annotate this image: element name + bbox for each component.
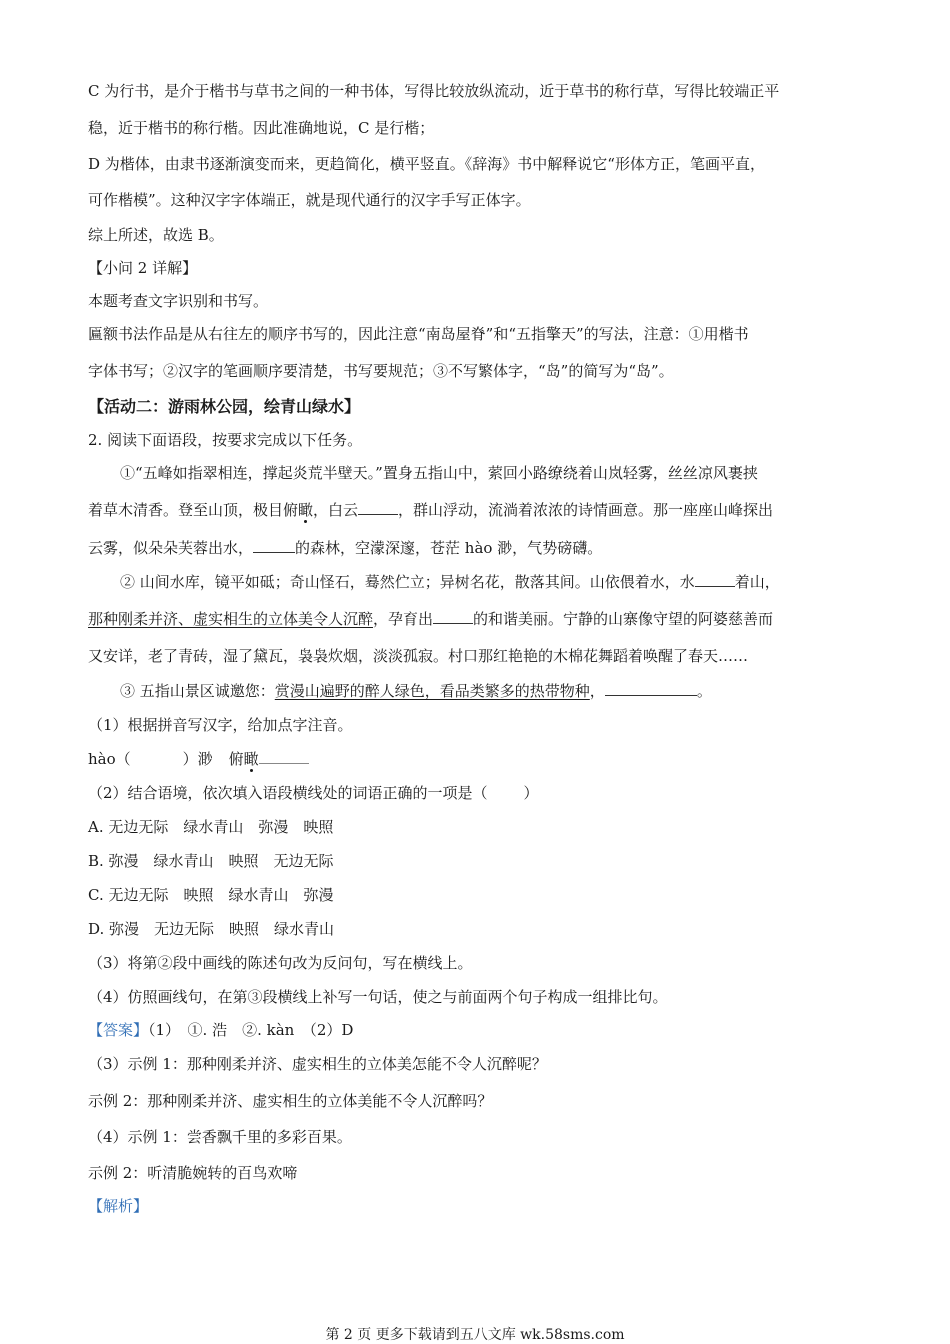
underlined-sentence: 那种刚柔并济、虚实相生的立体美令人沉醉 (88, 610, 374, 628)
passage-text: ③ 五指山景区诚邀您： (120, 682, 275, 700)
activity-title: 【活动二：游雨林公园，绘青山绿水】 (88, 397, 361, 416)
blank-line[interactable] (253, 538, 295, 553)
passage-line: ①“五峰如指翠相连，撑起炎荒半壁天。”置身五指山中，萦回小路缭绕着山岚轻雾，丝丝凉风裹挟 (120, 464, 758, 482)
passage-text: ，群山浮动，流淌着浓浓的诗情画意。那一座座山峰探出 (398, 501, 774, 519)
text-line: 综上所述，故选 B。 (88, 226, 224, 244)
passage-line (88, 537, 602, 558)
passage-text: ， (589, 682, 605, 700)
text-line: D 为楷体，由隶书逐渐演变而来，更趋简化，横平竖直。《辞海》书中解释说它“形体方正，笔画平直， (88, 155, 765, 173)
analysis-label: 【解析】 (88, 1197, 149, 1215)
question-text: （2）结合语境，依次填入语段横线处的词语正确的一项是（ (88, 784, 488, 802)
fill-text: ）渺 (182, 750, 213, 768)
passage-line: 又安详，老了青砖，湿了黛瓦，袅袅炊烟，淡淡孤寂。村口那红艳艳的木棉花舞蹈着唤醒了春天…… (88, 647, 749, 665)
option-a: A. 无边无际 绿水青山 弥漫 映照 (88, 818, 334, 836)
text-line: 匾额书法作品是从右往左的顺序书写的，因此注意“南岛屋脊”和“五指擎天”的写法，注意：①用楷书 (88, 325, 749, 343)
answer-4-example-2: 示例 2：听清脆婉转的百鸟欢啼 (88, 1164, 298, 1182)
passage-text: 着山， (734, 573, 780, 591)
text-line: 稳，近于楷书的称行楷。因此准确地说，C 是行楷； (88, 119, 435, 137)
answer-3-example-2: 示例 2：那种刚柔并济、虚实相生的立体美能不令人沉醉吗？ (88, 1092, 493, 1110)
passage-text: 着草木清香。登至山顶，极目俯 (88, 501, 299, 519)
text-line: 本题考查文字识别和书写。 (88, 292, 269, 310)
passage-text: ，白云 (313, 501, 359, 519)
text-line: C 为行书，是介于楷书与草书之间的一种书体，写得比较放纵流动，近于草书的称行草，写得比较端正平 (88, 82, 780, 100)
passage-text: 的和谐美丽。宁静的山寨像守望的阿婆慈善而 (473, 610, 774, 628)
passage-line (120, 571, 780, 592)
passage-text: ② 山间水库，镜平如砥；奇山怪石，蓦然伫立；异树名花，散落其间。山依偎着水，水 (120, 573, 695, 591)
blank-line[interactable] (259, 749, 309, 764)
option-c: C. 无边无际 映照 绿水青山 弥漫 (88, 886, 334, 904)
question-2 (88, 782, 539, 803)
answer-label: 【答案】 (88, 1021, 149, 1039)
blank-line[interactable] (695, 572, 735, 587)
underlined-sentence: 赏漫山遍野的醉人绿色，看品类繁多的热带物种 (274, 682, 590, 700)
option-d: D. 弥漫 无边无际 映照 绿水青山 (88, 920, 335, 938)
answer-4-example-1: （4）示例 1：尝香飘千里的多彩百果。 (88, 1128, 352, 1146)
question-text: ） (523, 784, 539, 802)
pinyin-text: hào（ (88, 750, 131, 768)
blank-line[interactable] (358, 500, 398, 515)
blank-line[interactable] (605, 681, 697, 696)
answer-3-example-1: （3）示例 1：那种刚柔并济、虚实相生的立体美怎能不令人沉醉呢？ (88, 1055, 547, 1073)
blank-line[interactable] (433, 609, 473, 624)
passage-text: 的森林，空濛深邃，苍茫 hào 渺，气势磅礴。 (295, 539, 603, 557)
question-3: （3）将第②段中画线的陈述句改为反问句，写在横线上。 (88, 954, 473, 972)
question-4: （4）仿照画线句，在第③段横线上补写一句话，使之与前面两个句子构成一组排比句。 (88, 988, 668, 1006)
fill-text: 俯 (228, 750, 244, 768)
dotted-char: 瞰 (298, 501, 314, 519)
passage-text: 。 (696, 682, 712, 700)
passage-text: 云雾，似朵朵芙蓉出水， (88, 539, 254, 557)
passage-line (88, 499, 773, 520)
section-header: 【小问 2 详解】 (88, 259, 198, 277)
answer-line (88, 1019, 353, 1040)
dotted-char: 瞰 (243, 750, 259, 768)
text-line: 可作楷模”。这种汉字字体端正，就是现代通行的汉字手写正体字。 (88, 191, 531, 209)
passage-line (88, 608, 773, 629)
option-b: B. 弥漫 绿水青山 映照 无边无际 (88, 852, 334, 870)
passage-line (120, 680, 712, 701)
answer-text: （1） ①. 浩 ②. kàn （2）D (148, 1021, 354, 1039)
question-1: （1）根据拼音写汉字，给加点字注音。 (88, 716, 353, 734)
instruction: 2. 阅读下面语段，按要求完成以下任务。 (88, 431, 363, 449)
text-line: 字体书写；②汉字的笔画顺序要清楚，书写要规范；③不写繁体字，“岛”的简写为“岛”。 (88, 362, 674, 380)
passage-text: ，孕育出 (373, 610, 434, 628)
question-1-fill (88, 748, 309, 769)
page-footer: 第 2 页 更多下载请到五八文库 wk.58sms.com (325, 1327, 625, 1343)
